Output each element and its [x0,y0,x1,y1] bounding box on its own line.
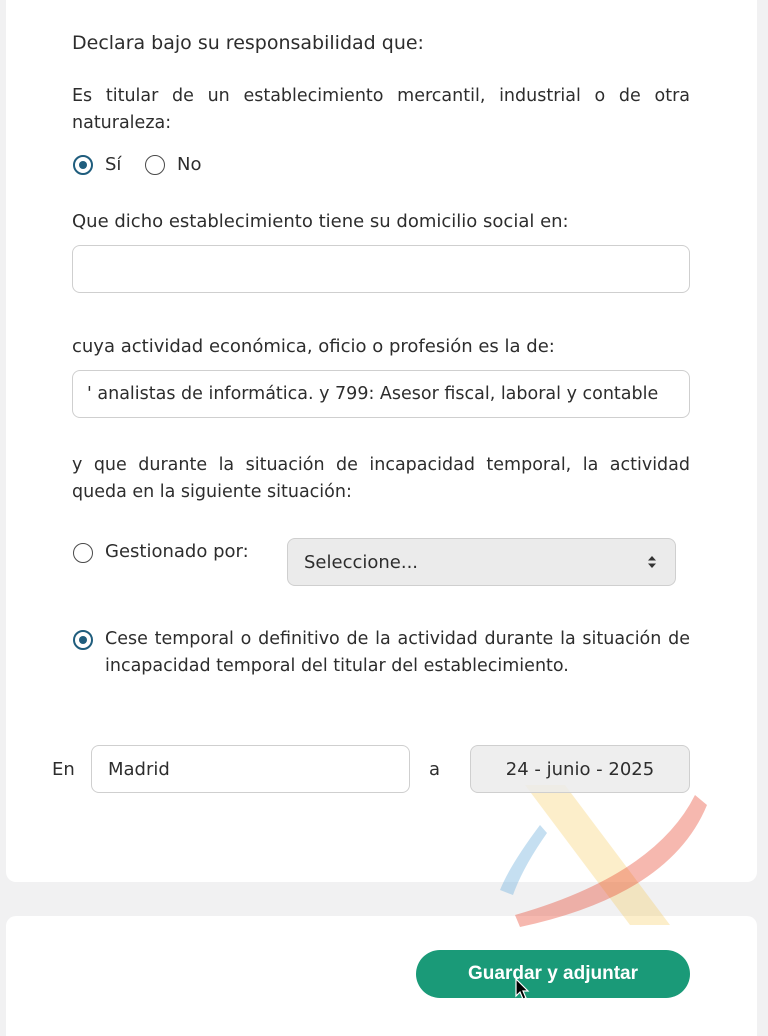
radio-no[interactable] [145,155,165,175]
radio-yes[interactable] [73,155,93,175]
place-input[interactable]: Madrid [91,745,410,793]
select-arrows-icon [647,555,657,569]
date-field: 24 - junio - 2025 [470,745,690,793]
actividad-input[interactable]: ' analistas de informática. y 799: Asesor fiscal, laboral y contable [72,370,690,418]
gestionado-select[interactable] [287,538,676,586]
situacion-label: y que durante la situación de incapacidad temporal, la actividad queda en la siguiente situación: [72,455,690,502]
declaration-heading: Declara bajo su responsabilidad que: [72,32,424,54]
gestionado-select-value: Seleccione... [304,551,419,573]
gestionado-label: Gestionado por: [105,541,249,562]
radio-gestionado[interactable] [73,543,93,563]
domicilio-label: Que dicho establecimiento tiene su domicilio social en: [72,211,569,232]
cese-label: Cese temporal o definitivo de la actividad durante la situación de incapacidad temporal del titular del establecimiento. [105,629,690,676]
en-label: En [52,759,75,780]
radio-cese[interactable] [73,630,93,650]
actividad-label: cuya actividad económica, oficio o profesión es la de: [72,336,555,357]
radio-yes-label: Sí [105,154,122,175]
save-and-attach-button[interactable]: Guardar y adjuntar [416,950,690,998]
radio-no-label: No [177,154,202,175]
titular-question: Es titular de un establecimiento mercantil, industrial o de otra naturaleza: [72,86,690,133]
mouse-cursor-icon [515,978,531,1002]
domicilio-input[interactable] [72,245,690,293]
a-label: a [429,759,441,780]
